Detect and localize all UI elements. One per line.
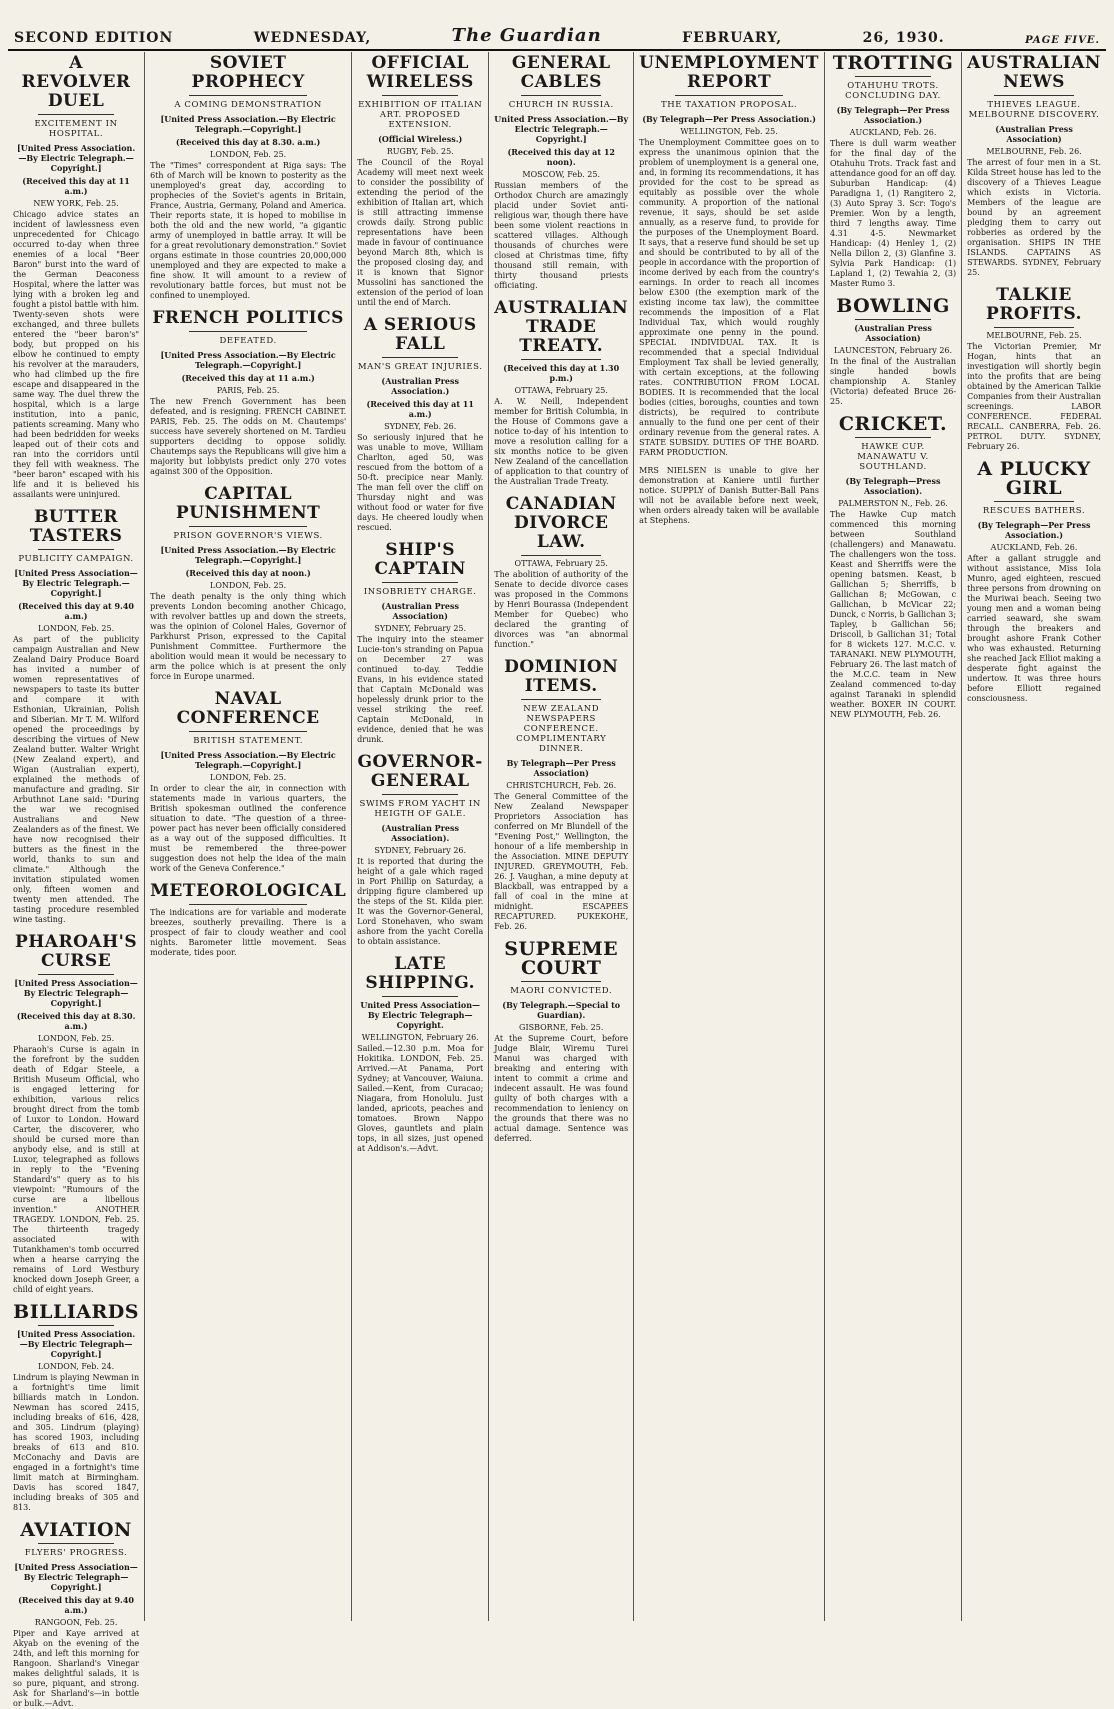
divider [521, 359, 601, 360]
article [494, 658, 628, 932]
article-body: Lindrum is playing Newman in a fortnight's time limit billiards match in London. Newman has scored 2415, including breaks of 616, 428, and 305. Lindrum (playing) has scored 1903, including breaks of 613 and 810. McConachy and Davis are engaged in a fortnight's time limit match at Birmingham. Davis has scored 1847, including breaks of 305 and 813. [13, 1373, 140, 1512]
article-credit: [United Press Association.—By Electric Telegraph.—Copyright.] [160, 114, 336, 134]
article [13, 1303, 139, 1513]
divider [994, 501, 1074, 502]
article [830, 415, 956, 720]
article [357, 955, 483, 1154]
article-subhead: CHURCH IN RUSSIA. [508, 100, 614, 110]
article-headline: CRICKET. [838, 413, 948, 435]
article-credit: [United Press Association.—By Electric Telegraph—Copyright.] [16, 1329, 136, 1359]
article-headline: LATE SHIPPING. [365, 954, 476, 993]
article-headline: A SERIOUS FALL [363, 315, 477, 354]
article [494, 54, 628, 291]
article-dateline: NEW YORK, Feb. 25. [33, 199, 119, 208]
masthead [8, 22, 1106, 51]
article-headline: BUTTER TASTERS [29, 507, 123, 546]
article-body: The indications are for variable and moderate breezes, southerly prevailing. There is a prospect of fair to cloudy weather and cool nights. Barometer little movement. Seas moderate, tides poor. [150, 908, 347, 957]
article-body: At the Supreme Court, before Judge Blair, Wiremu Turei Manui was charged with breaking and entering with intent to commit a crime and indecent assault. He was found guilty of both charges with a recommendation to leniency on the grounds that there was no actual damage. Sentence was deferred. [494, 1034, 629, 1143]
divider [521, 699, 601, 700]
article-body: As part of the publicity campaign Australian and New Zealand Dairy Produce Board has invited a number of women representatives of newspapers to taste its butter and compare it with Esthonian, Ukrainian, Polish and Siberian. Mr T. M. Wilford opened the proceedings by describing the virtues of New Zealand butter. Walter Wright (New Zealand expert), and Wigan (Australian expert), explained the methods of manufacture and grading. Sir Arbuthnot Lane said: "During the war we recognised Australians and New Zealanders as of the finest. We have now recognised their butters as the finest in the world, thanks to sun and climate." Although the invitation stipulated women only, fifteen women and twenty men attended. The tasting procedure resembled wine tasting. [13, 635, 140, 924]
article-subhead: THE TAXATION PROPOSAL. [660, 100, 798, 110]
received-time: (Received this day at 8.30. a.m.) [16, 1011, 136, 1031]
article-headline: GENERAL CABLES [511, 53, 611, 92]
article-dateline: OTTAWA, February 25. [514, 386, 608, 395]
article-dateline: MELBOURNE, Feb. 25. [986, 331, 1082, 340]
article-subhead: PRISON GOVERNOR'S VIEWS. [173, 531, 323, 541]
article-credit: [United Press Association.—By Electric Telegraph.—Copyright.] [160, 545, 336, 565]
divider [521, 981, 601, 982]
article-dateline: LONDON, Feb. 25. [210, 150, 287, 159]
divider [382, 794, 458, 795]
article-headline: CAPITAL PUNISHMENT [175, 484, 321, 523]
article-credit: (Australian Press Association) [995, 124, 1073, 144]
article-dateline: LONDON, Feb. 25. [37, 1034, 115, 1043]
divider [189, 731, 307, 732]
article [150, 309, 346, 477]
article-credit: (By Telegraph—Per Press Association.) [977, 520, 1091, 540]
month-label: FEBRUARY, [682, 30, 783, 46]
article [830, 54, 956, 289]
article [494, 495, 628, 650]
received-time: (Received this day at noon.) [185, 568, 311, 578]
article-headline: CANADIAN DIVORCE LAW. [505, 494, 617, 552]
edition-label: SECOND EDITION [14, 30, 174, 46]
divider [675, 95, 783, 96]
received-time: (Received this day at 8.30. a.m.) [175, 137, 321, 147]
page-number: PAGE FIVE. [1025, 35, 1100, 46]
article-credit: (Australian Press Association.) [381, 376, 460, 396]
day-label: WEDNESDAY, [253, 30, 372, 46]
article-body: The arrest of four men in a St. Kilda Street house has led to the discovery of a Thieves League which exists in Victoria. Members of the league are bound by an agreement pledging them to carry out robberies as ordered by the organisation. SHIPS IN THE ISLANDS. CAPTAINS AS STEWARDS. SYDNEY, February 25. [967, 158, 1101, 277]
article-body: So seriously injured that he was unable to move, William Charlton, aged 50, was rescued from the bottom of a 50-ft. precipice near Manly. The man fell over the cliff on Thursday night and was without food or water for five days. He cheered loudly when rescued. [357, 433, 484, 532]
received-time: (Received this day at 1.30 p.m.) [503, 363, 620, 383]
article-headline: METEOROLOGICAL [150, 881, 347, 901]
article-body: The Hawke Cup match commenced this morning between Southland (challengers) and Manawatu. The challengers won the toss. Keast and Sherriffs were the opening batsmen. Keast, b Gallichan 5; Sherriffs, b Gallichan 8; McGowan, c Gallichan, b McVicar 22; Dunck, c Norris, b Gallichan 3; Tapley, b Gallichan 56; Driscoll, b Gallichan 31; Total for 8 wickets 127. M.C.C. v. TARANAKI. NEW PLYMOUTH, February 26. The last match of the M.C.C. team in New Zealand commenced to-day against Taranaki in splendid weather. BOXER IN COURT. NEW PLYMOUTH, Feb. 26. [829, 510, 957, 719]
article-subhead: HAWKE CUP. MANAWATU V. SOUTHLAND. [857, 442, 929, 472]
divider [189, 331, 307, 332]
column-2 [145, 52, 352, 1621]
article-credit: (By Telegraph—Per Press Association.) [642, 114, 816, 124]
article-headline: AUSTRALIAN NEWS [967, 53, 1101, 92]
article-subhead: FLYERS' PROGRESS. [24, 1548, 128, 1558]
article-subhead: THIEVES LEAGUE. MELBOURNE DISCOVERY. [968, 100, 1100, 120]
article [357, 753, 483, 947]
received-time: (Received this day at 11 a.m.) [366, 399, 474, 419]
article [13, 1521, 139, 1709]
article-body: The Unemployment Committee goes on to express the unanimous opinion that the problem of unemployment is a general one, and, in forming its recommendations, it has provided for the cost to be spread as equitably as possible over the whole community. A proportion of the national revenue, it says, should be set aside annually, as a reserve fund, to provide for the purposes of the Unemployment Board. It says, that a reserve fund should be set up and should be contributed to by all of the people in accordance with the proportion of income derived by each from the country's earnings. In order to reach all incomes below £300 (the exemption mark of the existing income tax law), the committee recommends the imposition of a Flat Individual Tax, which would roughly approximate one penny in the pound. SPECIAL INDIVIDUAL TAX. It is recommended that a special Individual Employment Tax shall be levied generally, with certain exceptions, at the following rates. CONTRIBUTION FROM LOCAL BODIES. It is recommended that the local bodies (cities, boroughs, counties and town districts), be required to contribute annually to the fund one per cent of their ordinary revenue from the general rates. A STATE SUBSIDY. DUTIES OF THE BOARD. FARM PRODUCTION. [639, 138, 819, 457]
article [13, 508, 139, 925]
divider [189, 95, 307, 96]
divider [521, 95, 601, 96]
article-dateline: LONDON, Feb. 25. [210, 773, 287, 782]
article-body: A. W. Neill, Independent member for British Columbia, in the House of Commons gave a notice to-day of his intention to move a resolution calling for a six months notice to be given New Zealand of the cancellation of application to that country of the Australian Trade Treaty. [494, 397, 629, 486]
article-dateline: LAUNCESTON, February 26. [833, 346, 953, 355]
article-dateline: CHRISTCHURCH, Feb. 26. [506, 781, 617, 790]
article-subhead: SWIMS FROM YACHT IN HEIGTH OF GALE. [359, 799, 481, 819]
divider [994, 327, 1074, 328]
divider [382, 95, 458, 96]
divider [521, 555, 601, 556]
article-credit: (Official Wireless.) [378, 134, 463, 144]
article-headline: FRENCH POLITICS [152, 308, 344, 328]
divider [855, 319, 931, 320]
received-time: (Received this day at 12 noon). [507, 147, 615, 167]
article-body: The abolition of authority of the Senate to decide divorce cases was proposed in the Commons by Henri Bourassa (Independent Member for Quebec) who declared the granting of divorces was "an abnormal function." [494, 570, 629, 649]
divider [382, 582, 458, 583]
article-subhead: EXCITEMENT IN HOSPITAL. [34, 119, 118, 139]
article-headline: DOMINION ITEMS. [504, 657, 619, 696]
article-headline: BILLIARDS [13, 1301, 139, 1323]
article [830, 297, 956, 407]
article-headline: BOWLING [836, 295, 950, 317]
article [13, 933, 139, 1295]
article-body: The new French Government has been defeated, and is resigning. FRENCH CABINET. PARIS, Feb. 25. The odds on M. Chautemps' success have severely shortened on M. Tardieu supporters deciding to oppose solidly. Chautemps says the Republicans will give him a majority but lobbyists predict only 270 votes against 300 of the Opposition. [150, 397, 347, 476]
article-dateline: MELBOURNE, Feb. 26. [986, 147, 1082, 156]
column-4 [489, 52, 634, 1621]
columns [8, 52, 1106, 1708]
article-subhead: PUBLICITY CAMPAIGN. [18, 554, 134, 564]
article-subhead: MAN'S GREAT INJURIES. [357, 362, 483, 372]
article-subhead: NEW ZEALAND NEWSPAPERS CONFERENCE. COMPLIMENTARY DINNER. [516, 704, 607, 754]
article-headline: SOVIET PROPHECY [191, 53, 305, 92]
article-dateline: WELLINGTON, February 26. [361, 1033, 479, 1042]
article-dateline: SYDNEY, February 25. [374, 624, 467, 633]
column-3 [352, 52, 489, 1621]
article-body: Piper and Kaye arrived at Akyab on the evening of the 24th, and left this morning for Rangoon. Sharland's Vinegar makes delightful salads, it is so pure, piquant, and strong. Ask for Sharland's—in bottle or bulk.—Advt. [13, 1629, 140, 1708]
article-credit: (Australian Press Association) [854, 323, 932, 343]
article-headline: TALKIE PROFITS. [986, 285, 1083, 324]
article-body: The "Times" correspondent at Riga says: The 6th of March will be known to posterity as the unemployed's great day, according to prophecies of the Soviet's agents in Britain, France, Austria, Germany, Poland and America. Their reports state, it is hoped to mobilise in both the old and the new world, "a gigantic army of unemployed in battle array. It will be for a great revolutionary demonstration." Soviet organs estimate in those countries 20,000,000 unemployed and they are expected to make a fine show. It will amount to a review of revolutionary battle forces, but must not be confined to unemployed. [150, 161, 347, 300]
article-dateline: RANGOON, Feb. 25. [34, 1618, 118, 1627]
divider [855, 437, 931, 438]
article-headline: GOVERNOR-GENERAL [357, 752, 483, 791]
article-body: The Victorian Premier, Mr Hogan, hints that an investigation will shortly begin into the profits that are being obtained by the American Talkie Companies from their Australian screenings. LABOR CONFERENCE. FEDERAL RECALL. CANBERRA, Feb. 26. PETROL DUTY. SYDNEY, February 26. [967, 342, 1101, 451]
article-body: Sailed.—12.30 p.m. Moa for Hokitika. LONDON, Feb. 25. Arrived.—At Panama, Port Sydney; at Vancouver, Waiuna. Sailed.—Kent, from Curacao; Niagara, from Honolulu. Just landed, apricots, peaches and tomatoes. Brown Nappo Gloves, gauntlets and plain tops, in all sizes, just opened at Addison's.—Advt. [357, 1044, 484, 1153]
article-body: Russian members of the Orthodox Church are amazingly placid under Soviet anti-religious war, though there have been some violent reactions in scattered villages. Although thousands of churches were closed at Christmas time, fifty thousand still remain, with thirty thousand priests officiating. [494, 181, 629, 290]
article-credit: [United Press Association—By Electric Telegraph—Copyright.] [14, 978, 138, 1008]
article-body: There is dull warm weather for the final day of the Otahuhu Trots. Track fast and attendance good for an off day. Suburban Handicap: (4) Paradigna 1, (1) Rangitero 2, (3) Auto Spray 3. Scr: Togo's Premier. Won by a length, third 7 lengths away. Time 4.31 4-5. Newmarket Handicap: (4) Henley 1, (2) Nella Dillon 2, (3) Glanfine 3. Sylvia Park Handicap: (1) Lapland 1, (2) Tewahia 2, (3) Master Rumo 3. [829, 139, 957, 288]
article [357, 54, 483, 308]
article-credit: (Australian Press Association). [381, 823, 460, 843]
article-subhead: DEFEATED. [219, 336, 277, 346]
article [967, 286, 1101, 452]
column-6 [825, 52, 962, 1621]
article-dateline: LONDON, Feb. 25. [210, 581, 287, 590]
article-subhead: OTAHUHU TROTS. CONCLUDING DAY. [845, 81, 941, 101]
article-headline: SHIP'S CAPTAIN [374, 540, 466, 579]
column-7 [962, 52, 1106, 1621]
column-1 [8, 52, 145, 1708]
article-headline: AUSTRALIAN TRADE TREATY. [494, 298, 629, 356]
received-time: (Received this day at 9.40 a.m.) [18, 1595, 134, 1615]
divider [994, 95, 1074, 96]
article-dateline: WELLINGTON, Feb. 25. [680, 127, 778, 136]
article-dateline: RUGBY, Feb. 25. [386, 147, 454, 156]
article-headline: A REVOLVER DUEL [21, 53, 131, 111]
article [494, 940, 628, 1144]
article-dateline: GISBORNE, Feb. 25. [519, 1023, 604, 1032]
article [150, 485, 346, 682]
article-body: The inquiry into the steamer Lucie-ton's stranding on Papua on December 27 was continued to-day. Teddie Evans, in his evidence stated that Captain McDonald was hopelessly drunk prior to the vessel striking the reef. Captain McDonald, in evidence, denied that he was drunk. [357, 635, 484, 744]
article-body: The General Committee of the New Zealand Newspaper Proprietors Association has conferred on Mr Blundell of the "Evening Post," Wellington, the honour of a life membership in the Association. MINE DEPUTY INJURED. GREYMOUTH, Feb. 26. J. Vaughan, a mine deputy at Blackball, was entrapped by a fall of coal in the mine at midnight. ESCAPEES RECAPTURED. PUKEKOHE, Feb. 26. [494, 792, 629, 931]
article [494, 299, 628, 487]
article-headline: UNEMPLOYMENT REPORT [639, 53, 819, 92]
article-subhead: RESCUES BATHERS. [982, 506, 1086, 516]
article-headline: OFFICIAL WIRELESS [366, 53, 474, 92]
article-dateline: AUCKLAND, Feb. 26. [990, 543, 1078, 552]
divider [38, 549, 114, 550]
article-dateline: OTTAWA, February 25. [514, 559, 608, 568]
article-subhead: EXHIBITION OF ITALIAN ART. PROPOSED EXTENSION. [358, 100, 483, 130]
article-credit: [United Press Association.—By Electric Telegraph.—Copyright.] [16, 143, 136, 173]
article-body: After a gallant struggle and without assistance, Miss Iola Munro, aged eighteen, rescued three persons from drowning on the Muriwai beach. Seeing two young men and a woman being carried seaward, she swam through the breakers and brought ashore Frank Cother who was exhausted. Returning she reached Jack Elliot making a desperate fight against the undertow. It was three hours before Elliott regained consciousness. [967, 554, 1101, 703]
article-body: MRS NIELSEN is unable to give her demonstration at Kaniere until further notice. SUPPLY of Danish Butter-Ball Pans will not be available before next week, when orders already taken will be available at Stephens. [639, 466, 819, 525]
divider [38, 1325, 114, 1326]
divider [189, 904, 307, 905]
article-dateline: PALMERSTON N., Feb. 26. [838, 499, 948, 508]
divider [855, 76, 931, 77]
column-5 [634, 52, 825, 1621]
article [357, 541, 483, 745]
article-credit: [United Press Association.—By Electric Telegraph.—Copyright.] [160, 750, 336, 770]
article [967, 460, 1101, 704]
divider [189, 526, 307, 527]
article [357, 316, 483, 533]
date-label: 26, 1930. [862, 30, 945, 46]
article-headline: SUPREME COURT [504, 938, 619, 979]
article-headline: AVIATION [20, 1519, 132, 1541]
article-credit: United Press Association—By Electric Telegraph—Copyright. [360, 1000, 481, 1030]
article-credit: By Telegraph—Per Press Association) [506, 758, 616, 778]
article-body: It is reported that during the height of a gale which raged in Port Phillip on Saturday, a dripping figure clambered up the steps of the St. Kilda pier. It was the Governor-General, Lord Stonehaven, who swam ashore from the yacht Corella to obtain assistance. [357, 857, 484, 946]
article-headline: A PLUCKY GIRL [977, 458, 1091, 499]
article-credit: (By Telegraph—Press Association). [845, 476, 941, 496]
article [639, 466, 819, 526]
article-dateline: MOSCOW, Feb. 25. [522, 170, 601, 179]
article-credit: [United Press Association.—By Electric Telegraph.—Copyright.] [160, 350, 336, 370]
article-body: The Council of the Royal Academy will meet next week to consider the possibility of extending the period of the exhibition of Italian art, which is still attracting immense crowds daily. Strong public representations have been made in favour of continuance beyond March 8th, which is the proposed closing day, and it is known that Signor Mussolini has sanctioned the extension of the period of loan until the end of March. [357, 158, 484, 307]
article-body: In order to clear the air, in connection with statements made in various quarters, the British spokesman outlined the conference situation to date. "The question of a three-power pact has never been officially considered as a way out of the supposed difficulties. It must be remembered the three-power suggestion does not help the idea of the main work of the Geneva Conference." [150, 784, 347, 873]
article-body: Chicago advice states an incident of lawlessness even unprecedented for Chicago occurred to-day when three enemies of a local "Beer Baron" burst into the ward of the German Deaconess Hospital, where the latter was lying with a broken leg and fought a pistol battle with him. Twenty-seven shots were exchanged, and three bullets entered the "beer baron's" body, but propped on his elbow he continued to empty his revolver at the marauders, who had climbed up the fire escape and disappeared in the same way. The duel threw the hospital, which is a large institution, into a panic, patients screaming. Many who had been bedridden for weeks leaped out of their cots and ran into the corridors until they fell with weakness. The "beer baron" escaped with his life and it is believed his assailants were uninjured. [13, 210, 140, 499]
article-subhead: BRITISH STATEMENT. [193, 736, 304, 746]
article-headline: TROTTING [832, 52, 954, 74]
received-time: (Received this day at 11 a.m.) [181, 373, 315, 383]
article-body: Pharaoh's Curse is again in the forefront by the sudden death of Edgar Steele, a British Museum Official, who is engaged lettering for exhibition, various relics brought direct from the tomb of Luxor to London. Howard Carter, the discoverer, who should be cursed more than anybody else, and is still at Luxor, telegraphed as follows in reply to the "Evening Standard's" query as to his viewpoint: "Rumours of the curse are a libellous invention." ANOTHER TRAGEDY. LONDON, Feb. 25. The thirteenth tragedy associated with Tutankhamen's tomb occurred when a hearse carrying the remains of Lord Westbury knocked down Joseph Greer, a child of eight years. [13, 1045, 140, 1294]
article [967, 54, 1101, 278]
article-dateline: PARIS, Feb. 25. [216, 386, 280, 395]
article-credit: United Press Association.—By Electric Telegraph.—Copyright.] [494, 114, 629, 144]
article [13, 54, 139, 500]
article-dateline: LONDON, Feb. 24. [37, 1362, 115, 1371]
article-credit: (By Telegraph.—Special to Guardian). [502, 1000, 621, 1020]
received-time: (Received this day at 11 a.m.) [22, 176, 130, 196]
article [150, 882, 346, 958]
article-credit: (Australian Press Association) [381, 601, 460, 621]
article [150, 690, 346, 874]
article-subhead: MAORI CONVICTED. [510, 986, 613, 996]
article-dateline: SYDNEY, Feb. 26. [384, 422, 457, 431]
article-body: In the final of the Australian single handed bowls championship A. Stanley (Victoria) defeated Bruce 26-25. [829, 357, 957, 406]
divider [382, 357, 458, 358]
divider [38, 1543, 114, 1544]
article-dateline: AUCKLAND, Feb. 26. [849, 128, 937, 137]
received-time: (Received this day at 9.40 a.m.) [18, 601, 134, 621]
article-headline: PHAROAH'S CURSE [14, 932, 138, 971]
article-credit: [United Press Association—By Electric Telegraph.—Copyright.] [14, 568, 138, 598]
divider [38, 974, 114, 975]
article-headline: NAVAL CONFERENCE [176, 689, 320, 728]
article-subhead: INSOBRIETY CHARGE. [363, 587, 477, 597]
article-dateline: SYDNEY, February 26. [374, 846, 467, 855]
article-subhead: A COMING DEMONSTRATION [174, 100, 322, 110]
article [639, 54, 819, 458]
paper-title: The Guardian [451, 25, 602, 46]
divider [382, 996, 458, 997]
divider [38, 114, 114, 115]
article-credit: (By Telegraph—Per Press Association.) [836, 105, 950, 125]
article-credit: [United Press Association—By Electric Telegraph—Copyright.] [14, 1562, 138, 1592]
article-dateline: LONDON, Feb. 25. [37, 624, 115, 633]
article-body: The death penalty is the only thing which prevents London becoming another Chicago, with revolver battles up and down the streets, was the opinion of Colonel Hales, Governor of Parkhurst Prison, expressed to the Capital Punishment Committee. Furthermore the abolition would mean it would be necessary to arm the police which is at present the only force in Europe unarmed. [150, 592, 347, 681]
article [150, 54, 346, 301]
